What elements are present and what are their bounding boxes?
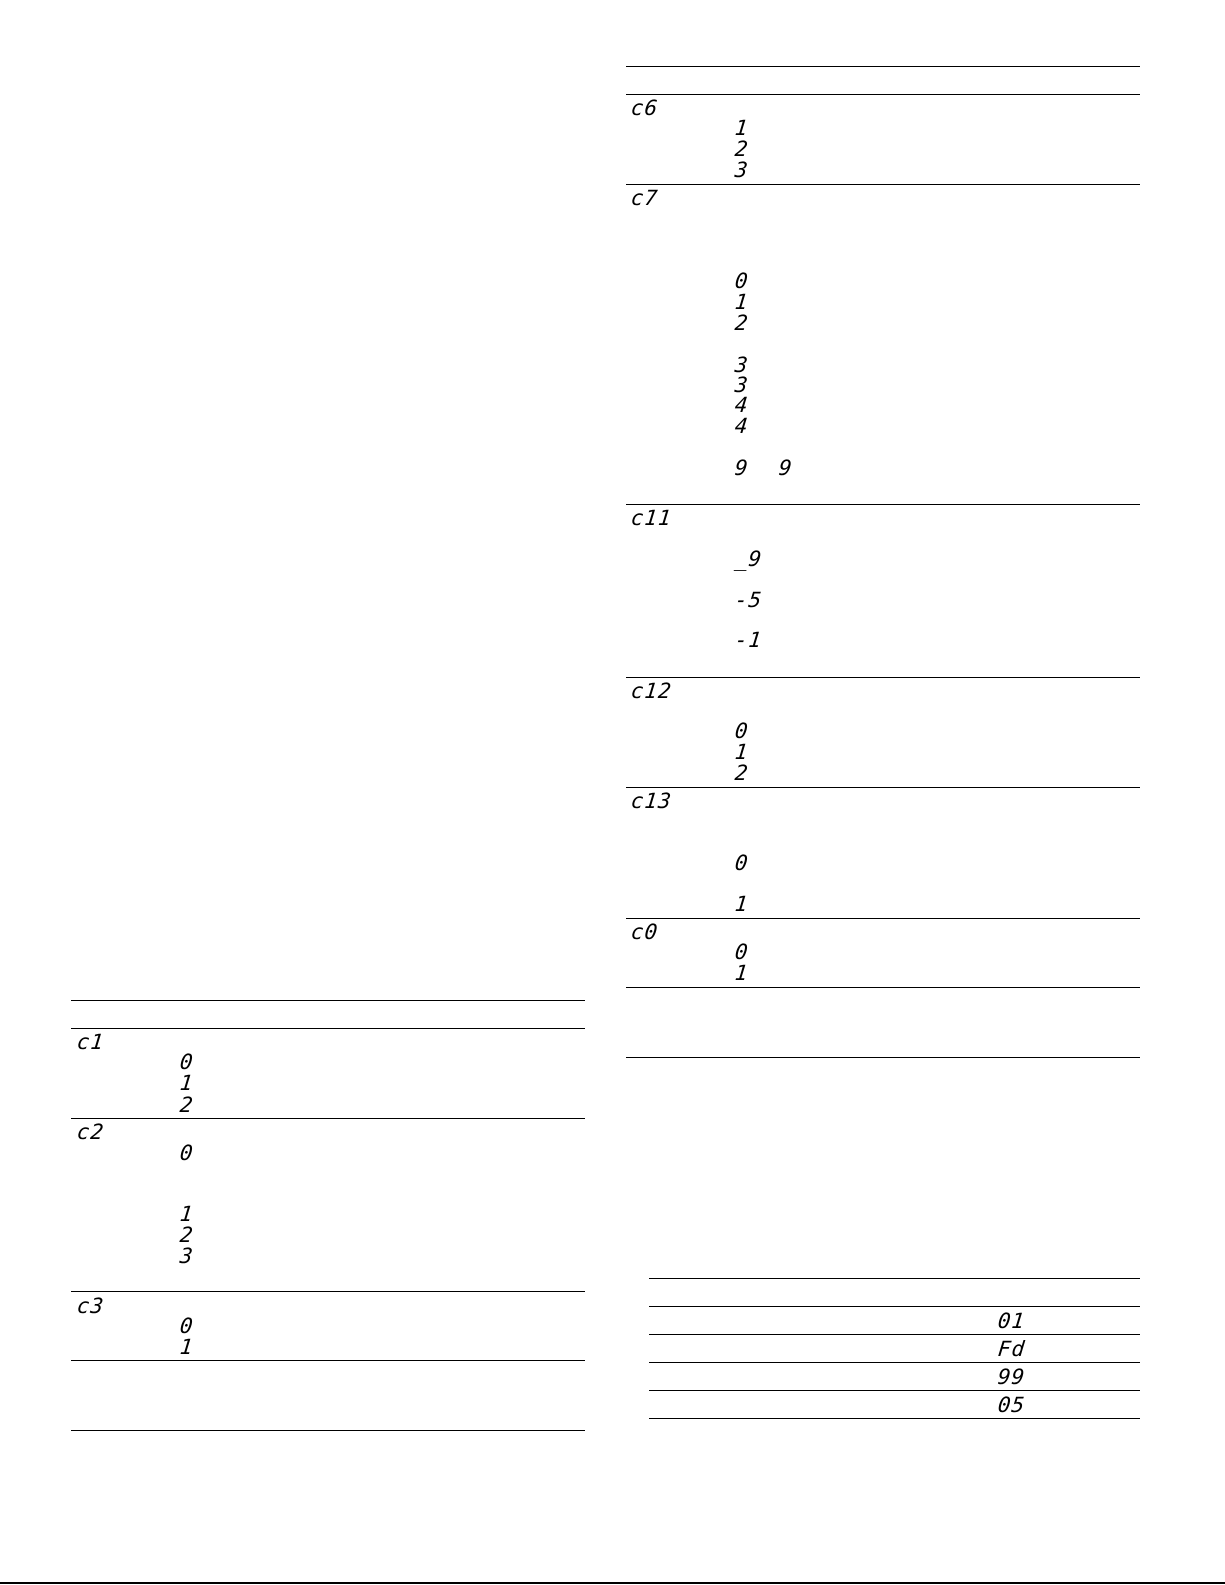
table-header-rule <box>71 1000 585 1001</box>
setting-value: 1 <box>733 961 750 985</box>
setting-value: -1 <box>733 628 764 652</box>
setting-value: 1 <box>733 740 750 764</box>
setting-value: 0 <box>733 719 750 743</box>
setting-value: -5 <box>733 588 764 612</box>
setting-code-c12: c12 <box>629 679 674 703</box>
table-header-rule <box>626 94 1140 95</box>
setting-value: 9 <box>777 456 794 480</box>
setting-value: 0 <box>733 269 750 293</box>
setting-value: 1 <box>733 116 750 140</box>
setting-value: 1 <box>733 290 750 314</box>
row-divider <box>649 1390 1140 1391</box>
setting-value: 4 <box>733 393 750 417</box>
setting-value: 9 <box>733 456 750 480</box>
setting-value: 3 <box>733 353 750 377</box>
table-cell-code: 99 <box>996 1365 1027 1389</box>
setting-value: 0 <box>178 1314 195 1338</box>
row-divider <box>649 1418 1140 1419</box>
row-divider <box>626 918 1140 919</box>
table-cell-code: 05 <box>996 1393 1027 1417</box>
row-divider <box>649 1362 1140 1363</box>
row-divider <box>71 1118 585 1119</box>
table-header-rule <box>626 66 1140 67</box>
page-bottom-rule <box>0 1582 1225 1584</box>
setting-value: 1 <box>178 1071 195 1095</box>
table-bottom-rule <box>71 1430 585 1431</box>
setting-value: 2 <box>178 1093 195 1117</box>
setting-code-c1: c1 <box>75 1030 106 1054</box>
row-divider <box>626 184 1140 185</box>
setting-value: 0 <box>733 940 750 964</box>
row-divider <box>71 1360 585 1361</box>
table-cell-code: 01 <box>996 1309 1027 1333</box>
setting-value: 0 <box>178 1050 195 1074</box>
setting-value: _9 <box>733 547 764 571</box>
table-cell-code: Fd <box>996 1337 1027 1361</box>
setting-code-c13: c13 <box>629 789 674 813</box>
setting-value: 1 <box>178 1335 195 1359</box>
row-divider <box>71 1291 585 1292</box>
setting-value: 0 <box>733 851 750 875</box>
setting-code-c7: c7 <box>629 186 660 210</box>
table-bottom-rule <box>626 1057 1140 1058</box>
setting-value: 3 <box>733 158 750 182</box>
setting-value: 4 <box>733 414 750 438</box>
setting-code-c2: c2 <box>75 1120 106 1144</box>
setting-value: 1 <box>733 892 750 916</box>
row-divider <box>626 987 1140 988</box>
row-divider <box>626 787 1140 788</box>
setting-value: 2 <box>733 761 750 785</box>
setting-code-c3: c3 <box>75 1294 106 1318</box>
setting-value: 0 <box>178 1141 195 1165</box>
setting-code-c11: c11 <box>629 506 674 530</box>
setting-code-c6: c6 <box>629 96 660 120</box>
row-divider <box>626 677 1140 678</box>
row-divider <box>649 1334 1140 1335</box>
setting-value: 2 <box>178 1223 195 1247</box>
row-divider <box>626 504 1140 505</box>
setting-value: 1 <box>178 1202 195 1226</box>
setting-code-c0: c0 <box>629 920 660 944</box>
setting-value: 3 <box>733 373 750 397</box>
table-header-rule <box>649 1278 1140 1279</box>
table-header-rule <box>649 1306 1140 1307</box>
table-header-rule <box>71 1028 585 1029</box>
setting-value: 3 <box>178 1244 195 1268</box>
setting-value: 2 <box>733 137 750 161</box>
setting-value: 2 <box>733 311 750 335</box>
